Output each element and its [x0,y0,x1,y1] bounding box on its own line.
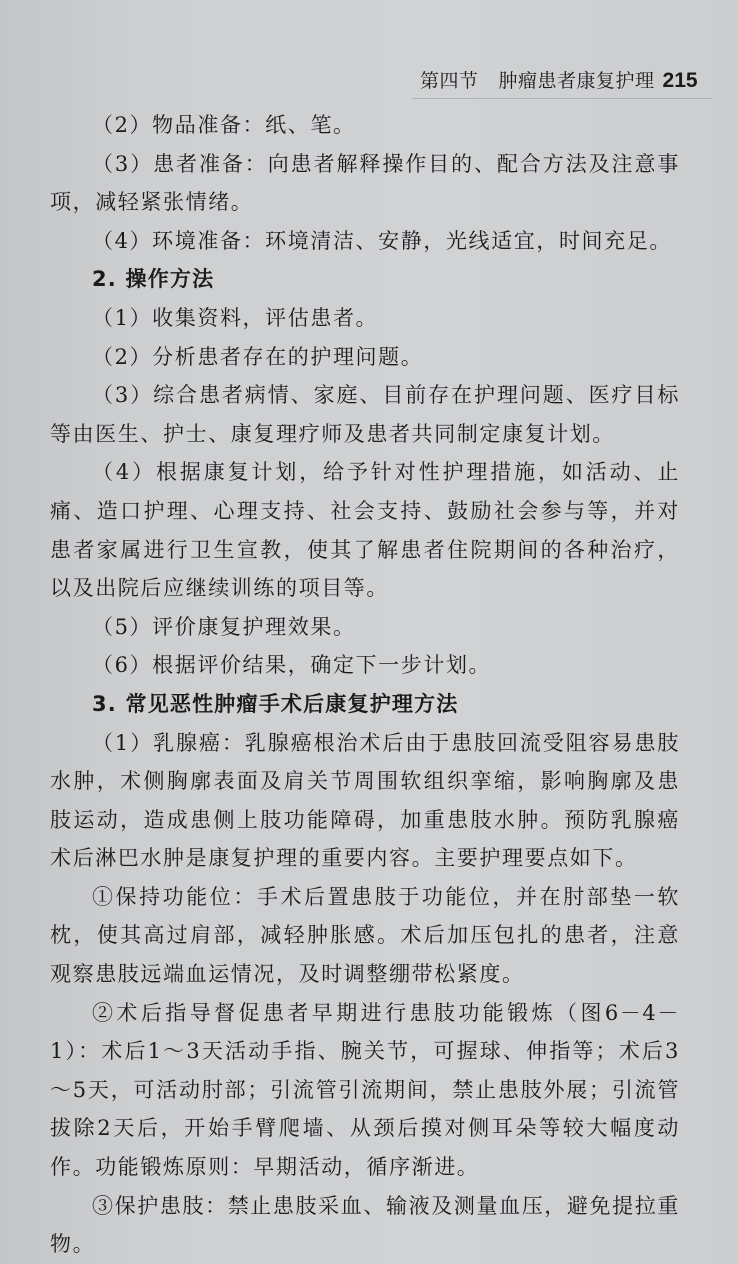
paragraph-patient-preparation: （3）患者准备：向患者解释操作目的、配合方法及注意事项，减轻紧张情绪。 [50,151,680,215]
section-heading-operation-method: 2. 操作方法 [92,267,215,292]
paragraph-step-5: （5）评价康复护理效果。 [92,614,356,639]
paragraph-step-2: （2）分析患者存在的护理问题。 [92,344,424,369]
page-number: 215 [662,69,698,92]
paragraph-care-point-1: ①保持功能位：手术后置患肢于功能位，并在肘部垫一软枕，使其高过肩部，减轻肿胀感。术后加压包扎的患者，注意观察患肢远端血运情况，及时调整绷带松紧度。 [50,884,680,987]
header-section-number: 第四节 [420,70,479,92]
paragraph-care-point-2: ②术后指导督促患者早期进行患肢功能锻炼（图6－4－1）：术后1～3天活动手指、腕关节，可握球、伸指等；术后3～5天，可活动肘部；引流管引流期间，禁止患肢外展；引流管拔除2天后，开始手臂爬墙、从颈后摸对侧耳朵等较大幅度动作。功能锻炼原则：早期活动，循序渐进。 [50,1000,680,1180]
paragraph-step-3: （3）综合患者病情、家庭、目前存在护理问题、医疗目标等由医生、护士、康复理疗师及患者共同制定康复计划。 [50,383,680,446]
section-heading-rehab-methods: 3. 常见恶性肿瘤手术后康复护理方法 [92,691,459,716]
paragraph-care-point-3: ③保护患肢：禁止患肢采血、输液及测量血压，避免提拉重物。 [50,1193,680,1257]
paragraph-step-1: （1）收集资料，评估患者。 [92,305,379,330]
paragraph-step-4: （4）根据康复计划，给予针对性护理措施，如活动、止痛、造口护理、心理支持、社会支持、鼓励社会参与等，并对患者家属进行卫生宣教，使其了解患者住院期间的各种治疗，以及出院后应继续训练的项目等。 [50,460,680,601]
page-body [50,106,680,1264]
header-divider [412,98,712,99]
paragraph-breast-cancer: （1）乳腺癌：乳腺癌根治术后由于患肢回流受阻容易患肢水肿，术侧胸廓表面及肩关节周围软组织挛缩，影响胸廓及患肢运动，造成患侧上肢功能障碍，加重患肢水肿。预防乳腺癌术后淋巴水肿是康复护理的重要内容。主要护理要点如下。 [50,730,680,871]
paragraph-environment-preparation: （4）环境准备：环境清洁、安静，光线适宜，时间充足。 [92,228,672,253]
header-section-title: 肿瘤患者康复护理 [498,70,655,92]
running-header [420,66,698,94]
paragraph-item-preparation: （2）物品准备：纸、笔。 [92,113,356,137]
paragraph-step-6: （6）根据评价结果，确定下一步计划。 [92,653,492,678]
